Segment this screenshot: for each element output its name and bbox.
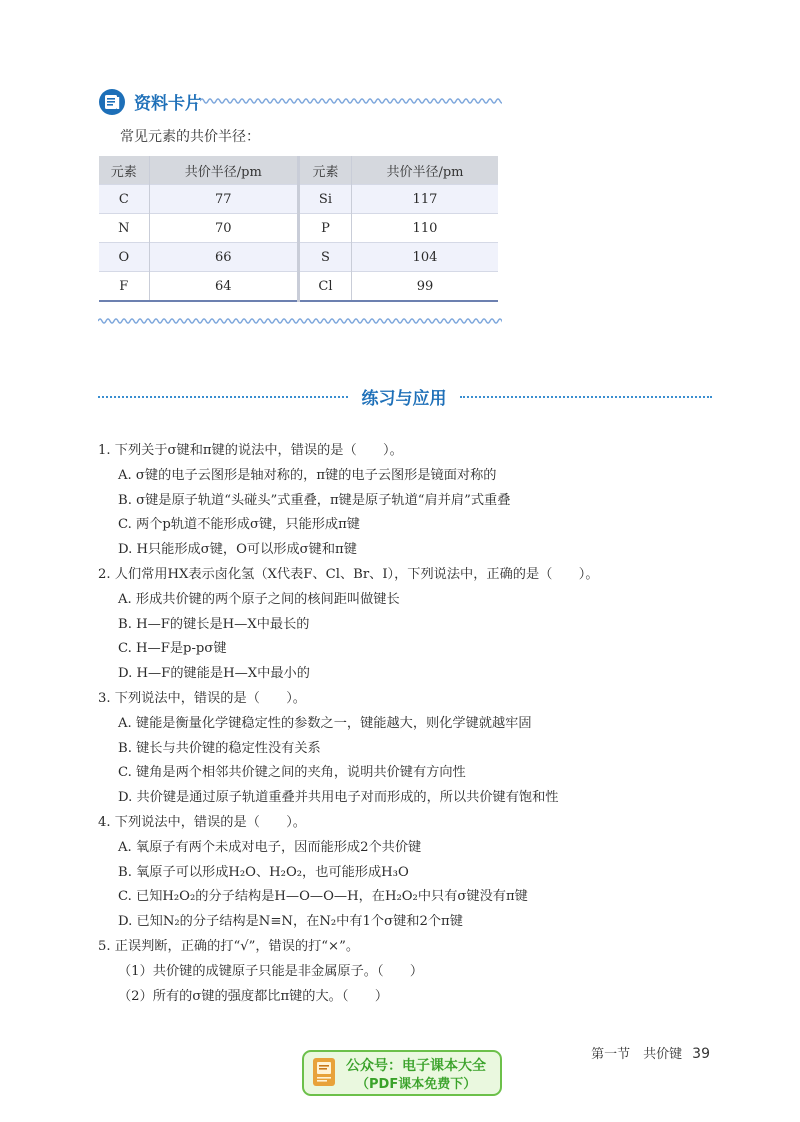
table-cell: 99 bbox=[351, 272, 498, 302]
footer-section-title: 第一节 共价键 bbox=[591, 1047, 683, 1062]
question-option: C. H—F是p-pσ键 bbox=[118, 641, 227, 657]
table-cell: P bbox=[298, 214, 351, 243]
question-stem: 4. 下列说法中，错误的是（ ）。 bbox=[98, 814, 306, 830]
question-option: （1）共价键的成键原子只能是非金属原子。（ ） bbox=[118, 963, 424, 979]
question-option: D. 共价键是通过原子轨道重叠并共用电子对而形成的，所以共价键有饱和性 bbox=[118, 790, 559, 806]
page-footer bbox=[591, 1043, 710, 1062]
question-option: （2）所有的σ键的强度都比π键的大。（ ） bbox=[118, 988, 389, 1004]
question-stem: 2. 人们常用HX表示卤化氢（X代表F、Cl、Br、I），下列说法中，正确的是（ ）。 bbox=[98, 566, 599, 582]
question-option: A. 氧原子有两个未成对电子，因而能形成2个共价键 bbox=[118, 839, 422, 855]
table-header-row bbox=[99, 156, 498, 185]
table-cell: S bbox=[298, 243, 351, 272]
table-cell: Si bbox=[298, 185, 351, 214]
question-option: D. 已知N₂的分子结构是N≡N，在N₂中有1个σ键和2个π键 bbox=[118, 914, 463, 930]
question-option: B. 氧原子可以形成H₂O、H₂O₂，也可能形成H₃O bbox=[118, 864, 409, 880]
section-title: 练习与应用 bbox=[361, 389, 447, 409]
question-option: A. 形成共价键的两个原子之间的核间距叫做键长 bbox=[118, 591, 400, 607]
table-cell: 66 bbox=[149, 243, 298, 272]
question-stem: 3. 下列说法中，错误的是（ ）。 bbox=[98, 690, 306, 706]
table-cell: N bbox=[99, 214, 149, 243]
question-option: C. 两个p轨道不能形成σ键，只能形成π键 bbox=[118, 517, 360, 533]
question-option: B. H—F的键长是H—X中最长的 bbox=[118, 616, 310, 632]
watermark-line-1: 公众号：电子课本大全 bbox=[346, 1058, 486, 1074]
question-option: A. σ键的电子云图形是轴对称的，π键的电子云图形是镜面对称的 bbox=[118, 467, 497, 483]
table-cell: 117 bbox=[351, 185, 498, 214]
question-option: D. H—F的键能是H—X中最小的 bbox=[118, 666, 310, 682]
info-card-title: 资料卡片 bbox=[134, 94, 202, 114]
table-row bbox=[99, 243, 498, 272]
section-divider-right bbox=[460, 396, 712, 398]
table-cell: O bbox=[99, 243, 149, 272]
question-option: B. σ键是原子轨道“头碰头”式重叠，π键是原子轨道“肩并肩”式重叠 bbox=[118, 492, 511, 508]
question-option: B. 键长与共价键的稳定性没有关系 bbox=[118, 740, 321, 756]
watermark-badge bbox=[302, 1050, 502, 1096]
wave-divider-bottom bbox=[98, 316, 502, 326]
table-cell: C bbox=[99, 185, 149, 214]
section-divider-left bbox=[98, 396, 348, 398]
table-cell: 70 bbox=[149, 214, 298, 243]
info-card-intro: 常见元素的共价半径： bbox=[120, 129, 260, 145]
question-stem: 5. 正误判断，正确的打“√”，错误的打“×”。 bbox=[98, 938, 360, 954]
table-header-cell: 元素 bbox=[298, 156, 351, 185]
table-cell: 110 bbox=[351, 214, 498, 243]
table-cell: Cl bbox=[298, 272, 351, 302]
question-option: A. 键能是衡量化学键稳定性的参数之一，键能越大，则化学键就越牢固 bbox=[118, 715, 532, 731]
table-cell: 77 bbox=[149, 185, 298, 214]
watermark-line-2: （PDF课本免费下） bbox=[356, 1077, 477, 1092]
question-stem: 1. 下列关于σ键和π键的说法中，错误的是（ ）。 bbox=[98, 443, 403, 458]
book-icon bbox=[312, 1057, 336, 1087]
table-header-cell: 元素 bbox=[99, 156, 149, 185]
table-header-cell: 共价半径/pm bbox=[149, 156, 298, 185]
document-list-icon bbox=[98, 88, 126, 116]
page-number: 39 bbox=[692, 1046, 710, 1062]
table-cell: 64 bbox=[149, 272, 298, 302]
table-row bbox=[99, 214, 498, 243]
table-header-cell: 共价半径/pm bbox=[351, 156, 498, 185]
question-option: C. 键角是两个相邻共价键之间的夹角，说明共价键有方向性 bbox=[118, 765, 466, 781]
question-option: C. 已知H₂O₂的分子结构是H—O—O—H，在H₂O₂中只有σ键没有π键 bbox=[118, 889, 528, 905]
table-cell: F bbox=[99, 272, 149, 302]
table-row bbox=[99, 185, 498, 214]
table-row bbox=[99, 272, 498, 302]
exercise-list bbox=[98, 439, 718, 1009]
covalent-radius-table bbox=[99, 156, 498, 302]
wave-divider-top bbox=[200, 96, 502, 106]
question-option: D. H只能形成σ键，O可以形成σ键和π键 bbox=[118, 542, 357, 558]
table-cell: 104 bbox=[351, 243, 498, 272]
